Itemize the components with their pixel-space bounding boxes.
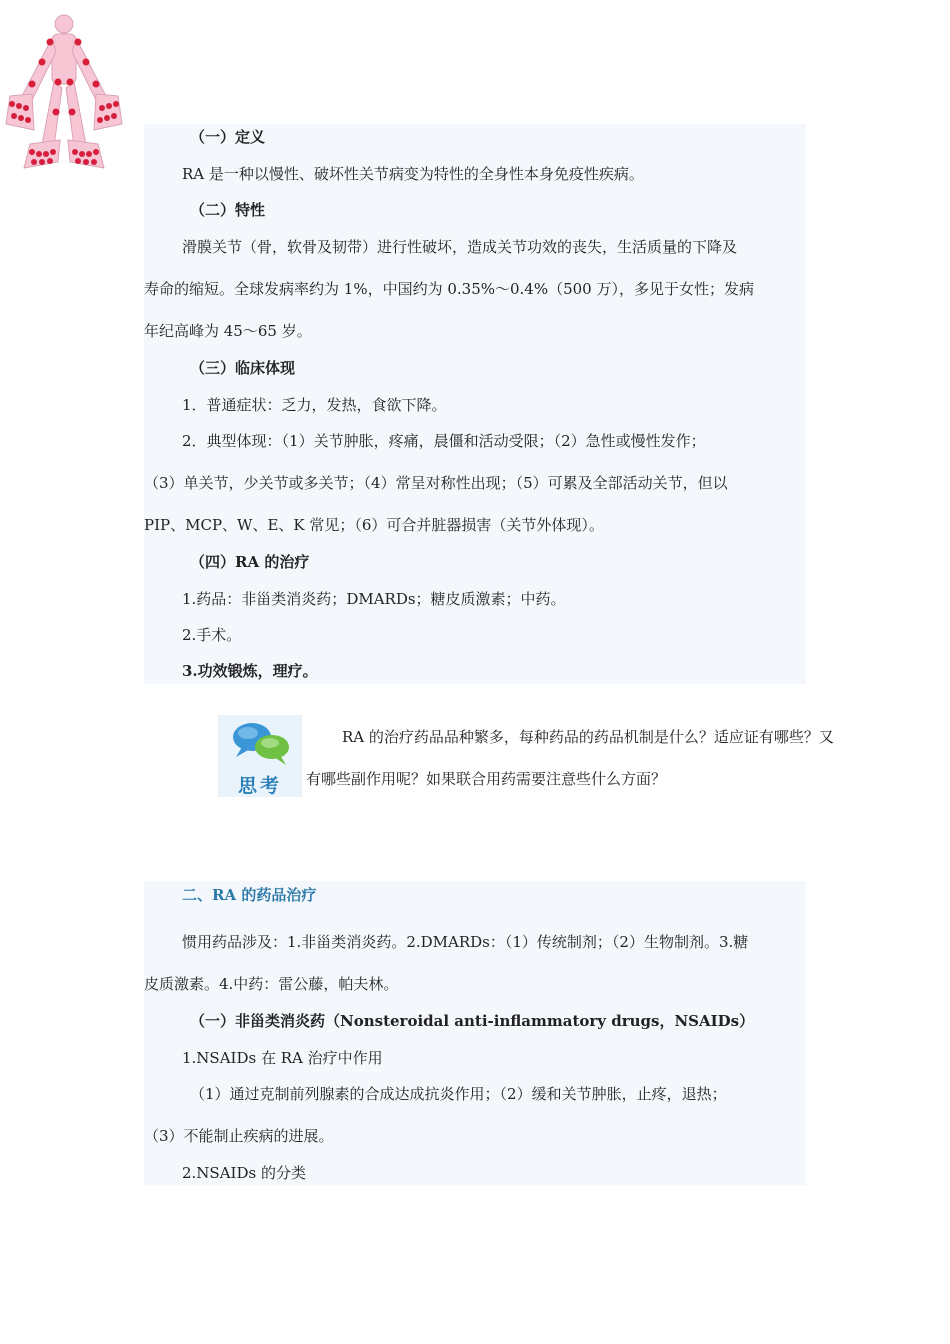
paragraph-common-drugs-line-2: 皮质激素。4.中药：雷公藤，帕夫林。 [144,975,399,993]
paragraph-typical-manifestation-line-2: （3）单关节，少关节或多关节；（4）常呈对称性出现；（5）可累及全部活动关节，但以 [144,474,728,492]
paragraph-treatment-exercise: 3.功效锻炼，理疗。 [182,662,318,680]
think-label: 思考 [237,775,282,797]
heading-ra-drug-treatment: 二、RA 的药品治疗 [182,886,317,904]
heading-characteristics: （二）特性 [190,201,266,219]
speech-bubbles-icon [218,715,302,771]
heading-clinical-manifestation: （三）临床体现 [190,359,296,377]
paragraph-typical-manifestation-line-1: 2．典型体现：（1）关节肿胀，疼痛，晨僵和活动受限；（2）急性或慢性发作； [182,432,706,450]
section-ra-drug-treatment [144,881,806,1185]
think-question-line-1: RA 的治疗药品品种繁多，每种药品的药品机制是什么？适应证有哪些？又 [342,728,834,746]
paragraph-characteristics-line-2: 寿命的缩短。全球发病率约为 1%，中国约为 0.35%～0.4%（500 万），多见于女性；发病 [144,280,754,298]
paragraph-treatment-drugs: 1.药品：非甾类消炎药；DMARDs；糖皮质激素；中药。 [182,590,566,608]
paragraph-typical-manifestation-line-3: PIP、MCP、W、E、K 常见；（6）可合并脏器损害（关节外体现）。 [144,516,604,534]
joints-body-figure-icon [2,12,126,172]
paragraph-characteristics-line-3: 年纪高峰为 45～65 岁。 [144,322,312,340]
heading-nsaids: （一）非甾类消炎药（Nonsteroidal anti-inflammatory drugs，NSAIDs） [190,1012,755,1030]
paragraph-characteristics-line-1: 滑膜关节（骨，软骨及韧带）进行性破坏，造成关节功效的丧失，生活质量的下降及 [182,238,738,256]
heading-ra-treatment: （四）RA 的治疗 [190,553,310,571]
paragraph-nsaids-effects-line-2: （3）不能制止疾病的进展。 [144,1127,334,1145]
paragraph-nsaids-classification: 2.NSAIDs 的分类 [182,1164,306,1182]
think-question-line-2: 有哪些副作用呢？如果联合用药需要注意些什么方面？ [306,770,667,788]
paragraph-definition: RA 是一种以慢性、破坏性关节病变为特性的全身性本身免疫性疾病。 [182,165,644,183]
section-rheumatoid-arthritis-overview [144,124,806,684]
paragraph-common-drugs-line-1: 惯用药品涉及：1.非甾类消炎药。2.DMARDs：（1）传统制剂；（2）生物制剂。3.糖 [182,933,749,951]
paragraph-general-symptoms: 1．普通症状：乏力，发热，食欲下降。 [182,396,447,414]
paragraph-nsaids-effects-line-1: （1）通过克制前列腺素的合成达成抗炎作用；（2）缓和关节肿胀，止疼，退热； [190,1085,727,1103]
paragraph-nsaids-role: 1.NSAIDs 在 RA 治疗中作用 [182,1049,383,1067]
heading-definition: （一）定义 [190,128,266,146]
paragraph-treatment-surgery: 2.手术。 [182,626,242,644]
think-box-icon [218,715,302,797]
